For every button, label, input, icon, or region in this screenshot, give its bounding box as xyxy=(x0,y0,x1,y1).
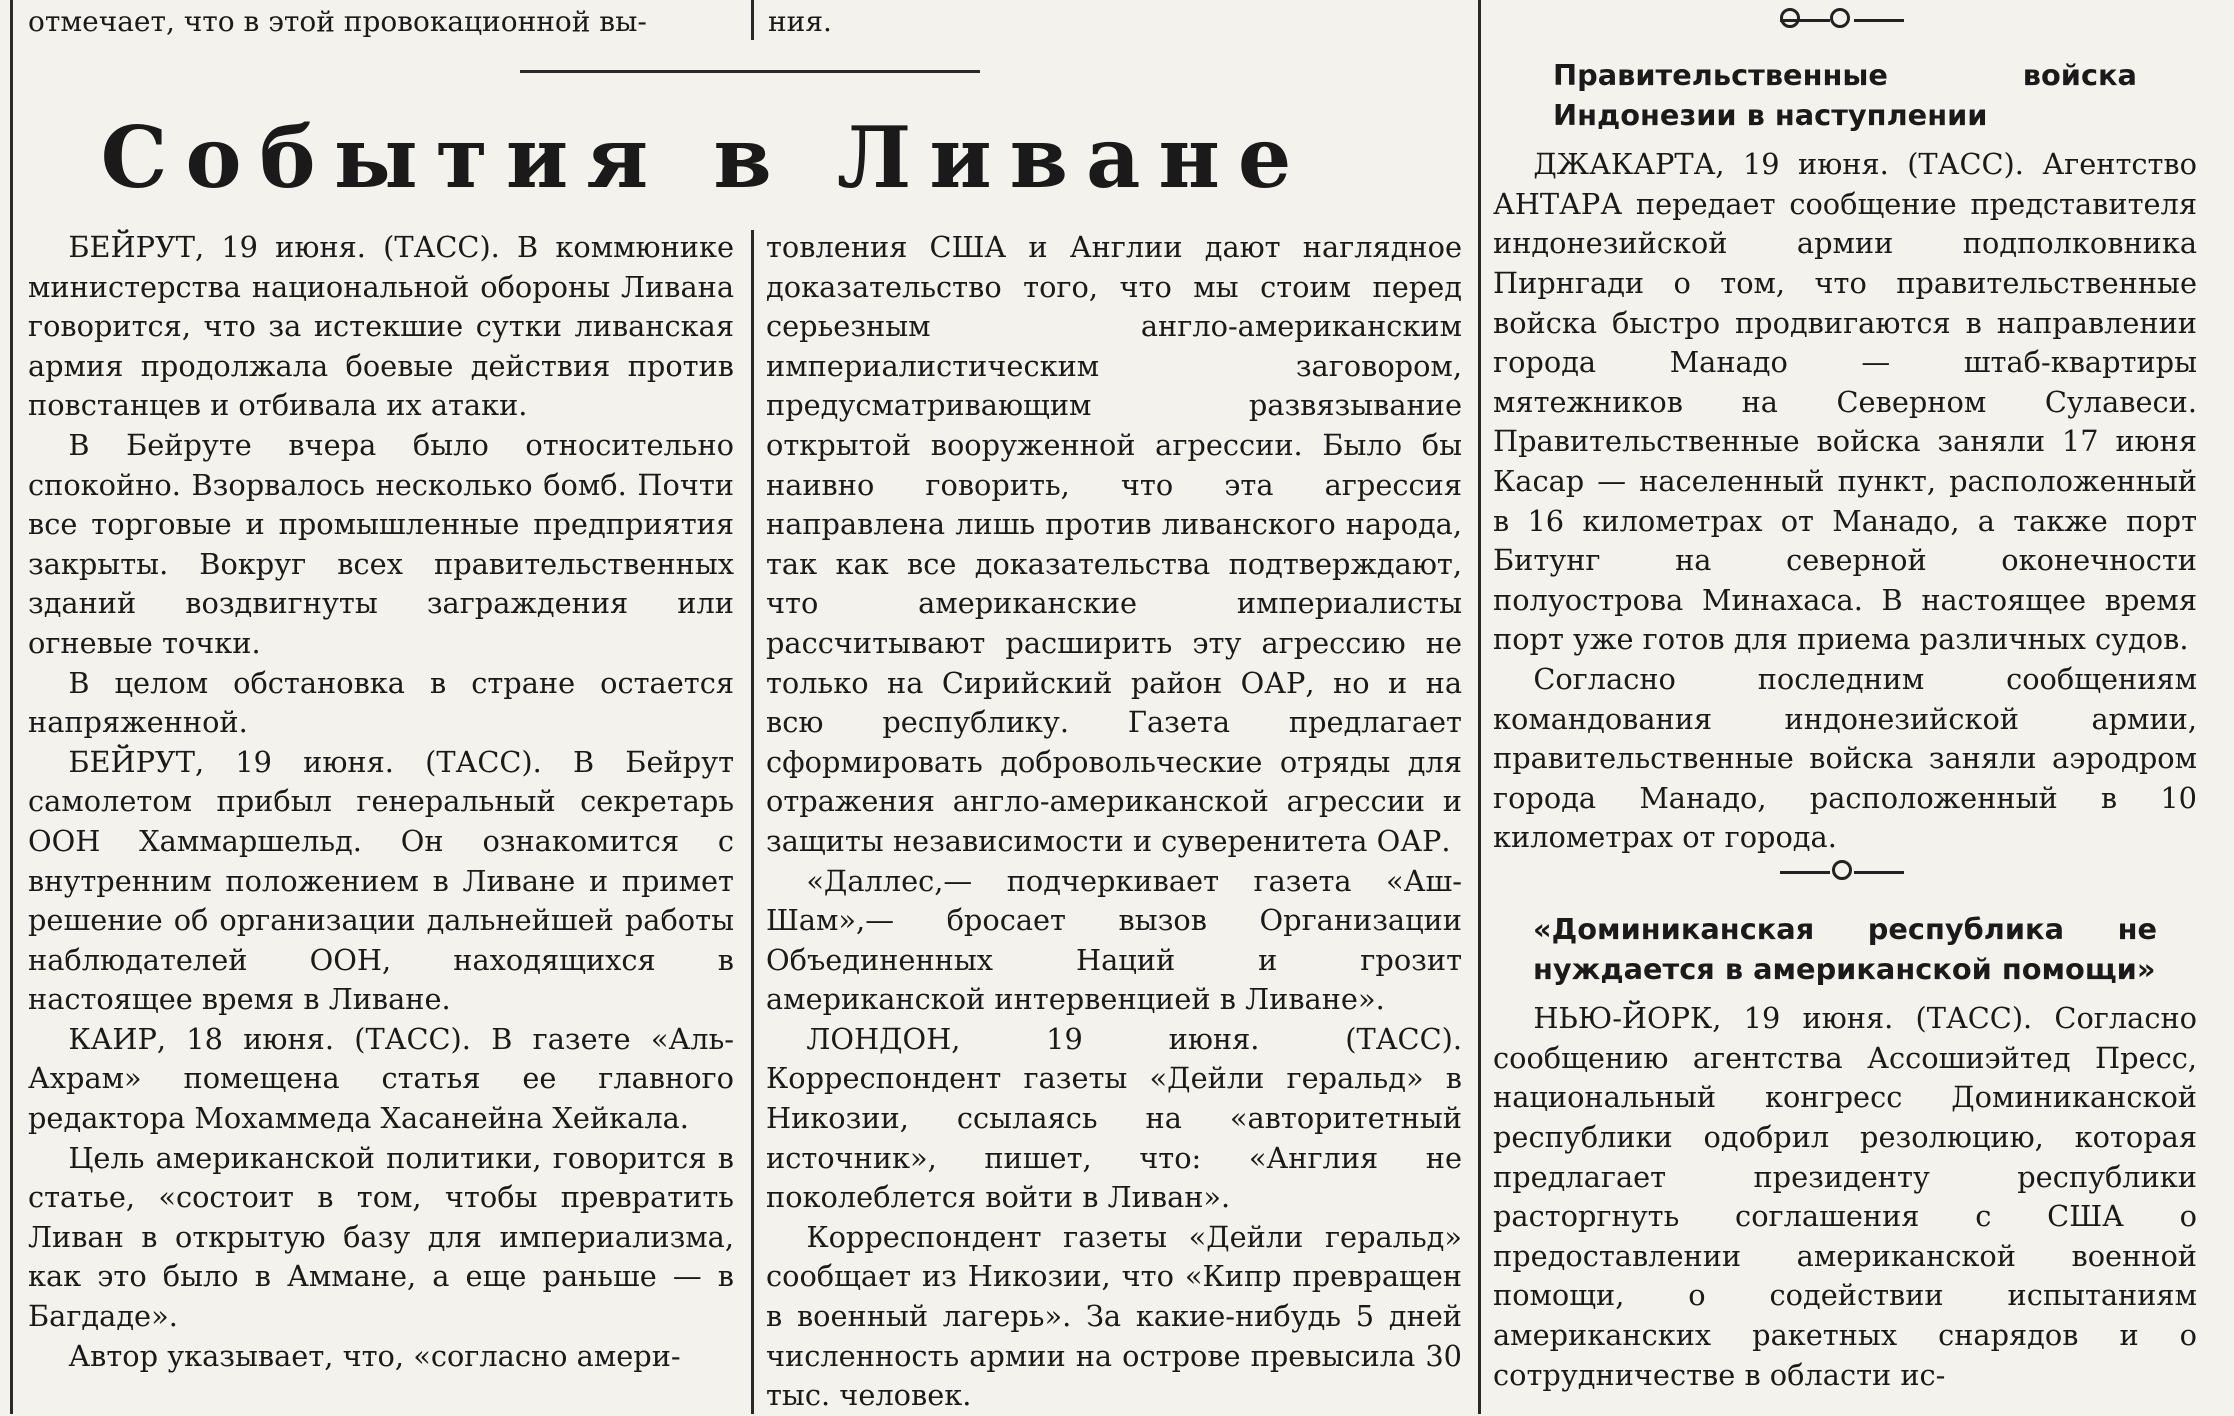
top-fragment-left: отмечает, что в этой провокационной вы- xyxy=(28,5,647,38)
column-rule-1 xyxy=(751,230,754,1414)
paragraph: БЕЙРУТ, 19 июня. (ТАСС). В Бейрут самолетом прибыл генеральный секретарь ООН Хаммаршельд. Он ознакомится с внутренним положением в Ливане и примет решение об организации дальнейшей работы наблюдателей ООН, находящихся в настоящее время в Ливане. xyxy=(28,744,734,1017)
paragraph: КАИР, 18 июня. (ТАСС). В газете «Аль-Ахрам» помещена статья ее главного редактора Мохаммеда Хасанейна Хейкала. xyxy=(28,1021,734,1136)
paragraph: товления США и Англии дают наглядное доказательство того, что мы стоим перед серьезным англо-американским империалистическим заговором, предусматривающим развязывание открытой вооруженной агрессии. Было бы наивно говорить, что эта агрессия направлена лишь против ливанского народа, так как все доказательства подтверждают, что американские империалисты рассчитывают расширить эту агрессию не только на Сирийский район ОАР, но и на всю республику. Газета предлагает сформировать добровольческие отряды для отражения англо-американской агрессии и защиты независимости и суверенитета ОАР. xyxy=(766,230,1462,858)
paragraph: «Даллес,— подчеркивает газета «Аш-Шам»,— бросает вызов Организации Объединенных Наций и грозит американской интервенцией в Ливане». xyxy=(766,863,1462,1017)
paragraph: Цель американской политики, говорится в статье, «состоит в том, чтобы превратить Ливан в открытую базу для империализма, как это было в Аммане, а еще раньше — в Багдаде». xyxy=(28,1140,734,1334)
paragraph: БЕЙРУТ, 19 июня. (ТАСС). В коммюнике министерства национальной обороны Ливана говорится, что за истекшие сутки ливанская армия продолжала боевые действия против повстанцев и отбивала их атаки. xyxy=(28,230,734,423)
column-3-bottom xyxy=(1493,910,2197,1395)
paragraph: Корреспондент газеты «Дейли геральд» сообщает из Никозии, что «Кипр превращен в военный лагерь». За какие-нибудь 5 дней численность армии на острове превысила 30 тыс. человек. xyxy=(766,1219,1462,1413)
column-rule-2 xyxy=(1478,0,1481,1414)
column-2 xyxy=(766,228,1462,1416)
subheadline-dominican: «Доминиканская республика не нуждается в американской помощи» xyxy=(1533,912,2157,986)
headline-rule xyxy=(520,70,980,73)
paragraph: Согласно последним сообщениям командования индонезийской армии, правительственные войска заняли аэродром города Манадо, расположенный в 10 километрах от города. xyxy=(1493,661,2197,855)
ornament-separator-2 xyxy=(1780,858,1904,888)
paragraph: В целом обстановка в стране остается напряженной. xyxy=(28,665,734,740)
column-rule-left xyxy=(10,0,13,1414)
paragraph: ДЖАКАРТА, 19 июня. (ТАСС). Агентство АНТАРА передает сообщение представителя индонезийской армии подполковника Пирнгади о том, что правительственные войска быстро продвигаются в направлении города Манадо — штаб-квартиры мятежников на Северном Сулавеси. Правительственные войска заняли 17 июня Касар — населенный пункт, расположенный в 16 километрах от Манадо, а также порт Битунг на северной оконечности полуострова Минахаса. В настоящее время порт уже готов для приема различных судов. xyxy=(1493,147,2197,657)
subheadline-indonesia: Правительственные войска Индонезии в наступлении xyxy=(1553,58,2137,132)
column-1 xyxy=(28,228,734,1376)
paragraph: ЛОНДОН, 19 июня. (ТАСС). Корреспондент газеты «Дейли геральд» в Никозии, ссылаясь на «авторитетный источник», пишет, что: «Англия не поколеблется войти в Ливан». xyxy=(766,1021,1462,1215)
paragraph: В Бейруте вчера было относительно спокойно. Взорвалось несколько бомб. Почти все торговые и промышленные предприятия закрыты. Вокруг всех правительственных зданий воздвигнуты заграждения или огневые точки. xyxy=(28,427,734,660)
top-fragment-mid: ния. xyxy=(768,5,832,38)
ornament-separator-1-ring xyxy=(1830,6,1854,36)
paragraph: Автор указывает, что, «согласно амери- xyxy=(68,1338,681,1373)
paragraph: НЬЮ-ЙОРК, 19 июня. (ТАСС). Согласно сообщению агентства Ассошиэйтед Пресс, национальный конгресс Доминиканской республики одобрил резолюцию, которая предлагает президенту республики расторгнуть соглашения с США о предоставлении американской военной помощи, о содействии испытаниям американских ракетных снарядов и о сотрудничестве в области ис- xyxy=(1493,1001,2197,1392)
column-3-top xyxy=(1493,56,2197,858)
column-rule-top xyxy=(751,0,754,40)
main-headline: События в Ливане xyxy=(100,108,1310,207)
